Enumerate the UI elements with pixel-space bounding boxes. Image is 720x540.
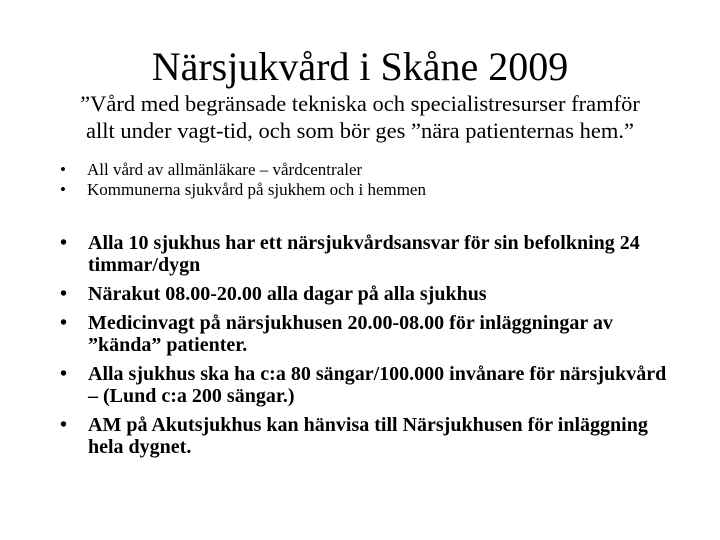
list-item [60, 180, 680, 200]
list-item [60, 283, 670, 305]
hospital-care-list [60, 232, 670, 465]
list-item [60, 160, 680, 180]
list-item-text: Närakut 08.00-20.00 alla dagar på alla sjukhus [88, 283, 487, 305]
slide-title: Närsjukvård i Skåne 2009 [151, 44, 569, 89]
bullet-marker: • [60, 160, 66, 179]
bullet-marker: • [60, 363, 68, 385]
primary-care-list [60, 160, 680, 200]
bullet-marker: • [60, 232, 68, 254]
list-item [60, 363, 670, 407]
list-item-text: Kommunerna sjukvård på sjukhem och i hemmen [87, 180, 426, 199]
quote-line-2: allt under vagt-tid, och som bör ges ”nära patienternas hem.” [86, 118, 634, 143]
list-item [60, 232, 670, 276]
bullet-marker: • [60, 414, 68, 436]
list-item [60, 414, 670, 458]
definition-quote [40, 90, 680, 144]
list-item-text: AM på Akutsjukhus kan hänvisa till Närsjukhusen för inläggning hela dygnet. [88, 414, 648, 458]
list-item-text: Medicinvagt på närsjukhusen 20.00-08.00 för inläggningar av ”kända” patienter. [88, 312, 613, 356]
list-item-text: All vård av allmänläkare – vårdcentraler [87, 160, 363, 179]
list-item-text: Alla sjukhus ska ha c:a 80 sängar/100.000 invånare för närsjukvård – (Lund c:a 200 sängar.) [88, 363, 667, 407]
list-item-text: Alla 10 sjukhus har ett närsjukvårdsansvar för sin befolkning 24 timmar/dygn [88, 232, 640, 276]
bullet-marker: • [60, 180, 66, 199]
quote-line-1: ”Vård med begränsade tekniska och specialistresurser framför [80, 91, 640, 116]
list-item [60, 312, 670, 356]
bullet-marker: • [60, 283, 68, 305]
bullet-marker: • [60, 312, 68, 334]
